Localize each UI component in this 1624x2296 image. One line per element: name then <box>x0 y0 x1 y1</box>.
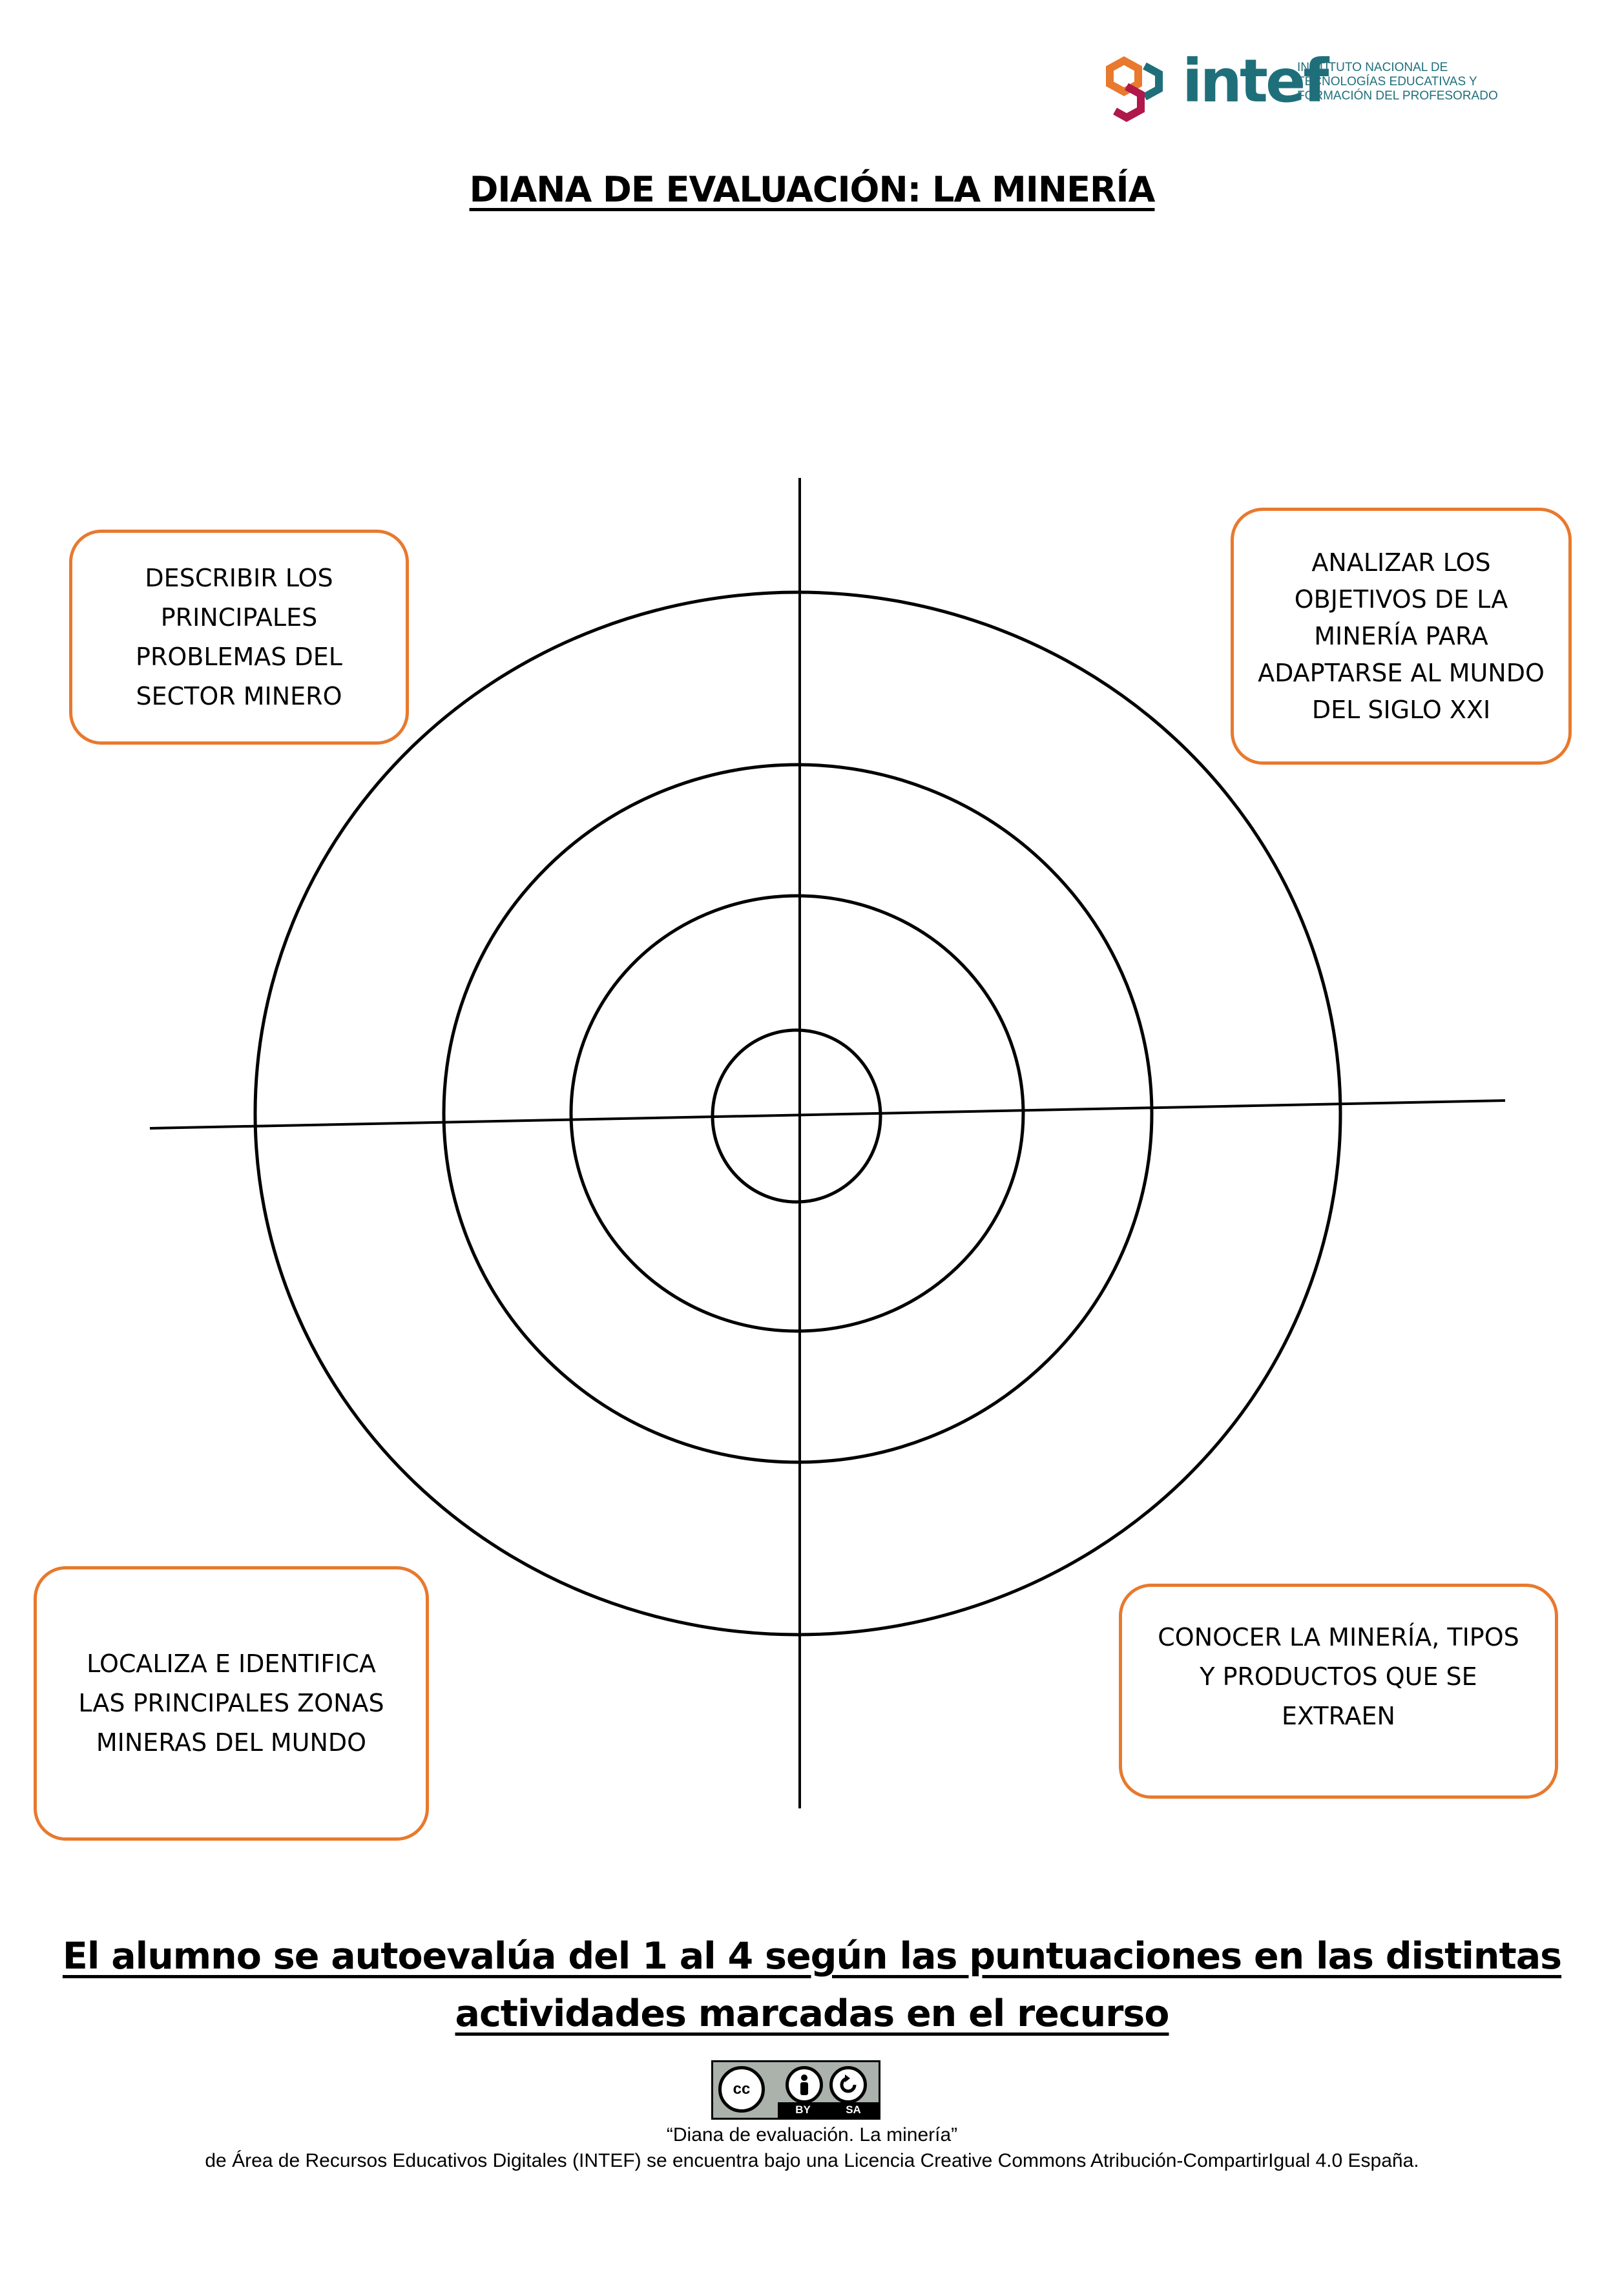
target-ring-2 <box>571 896 1023 1331</box>
person-icon <box>795 2073 814 2096</box>
self-evaluation-instruction: El alumno se autoevalúa del 1 al 4 según las puntuaciones en las distintas actividades marcadas en el recurso <box>62 1935 1562 2035</box>
quadrant-box-bottom-right: CONOCER LA MINERÍA, TIPOS Y PRODUCTOS QUE SE EXTRAEN <box>1119 1584 1558 1799</box>
quadrant-box-top-left: DESCRIBIR LOS PRINCIPALES PROBLEMAS DEL SECTOR MINERO <box>69 530 409 745</box>
quadrant-box-bottom-left: LOCALIZA E IDENTIFICA LAS PRINCIPALES ZONAS MINERAS DEL MUNDO <box>34 1566 429 1841</box>
share-alike-arrow-icon <box>837 2074 859 2096</box>
target-ring-3 <box>444 765 1152 1462</box>
page-title: DIANA DE EVALUACIÓN: LA MINERÍA <box>469 169 1155 210</box>
license-statement: de Área de Recursos Educativos Digitales (INTEF) se encuentra bajo una Licencia Creative Commons Atribución-CompartirIgual 4.0 España. <box>205 2150 1419 2171</box>
target-ring-outer <box>255 592 1340 1635</box>
attribution-icon <box>786 2066 823 2104</box>
logo-institution-name: INSTITUTO NACIONAL DE TECNOLOGÍAS EDUCATIVAS Y FORMACIÓN DEL PROFESORADO <box>1297 61 1498 103</box>
quadrant-box-top-right: ANALIZAR LOS OBJETIVOS DE LA MINERÍA PARA ADAPTARSE AL MUNDO DEL SIGLO XXI <box>1231 508 1572 765</box>
work-title-credit: “Diana de evaluación. La minería” <box>666 2124 958 2146</box>
cc-logo-icon: cc <box>718 2066 765 2113</box>
cc-license-badge <box>711 2060 880 2120</box>
target-horizontal-axis <box>150 1101 1505 1128</box>
license-tag: BY SA <box>778 2102 879 2118</box>
share-alike-icon <box>829 2066 867 2104</box>
logo-wordmark: intef <box>1182 47 1327 116</box>
